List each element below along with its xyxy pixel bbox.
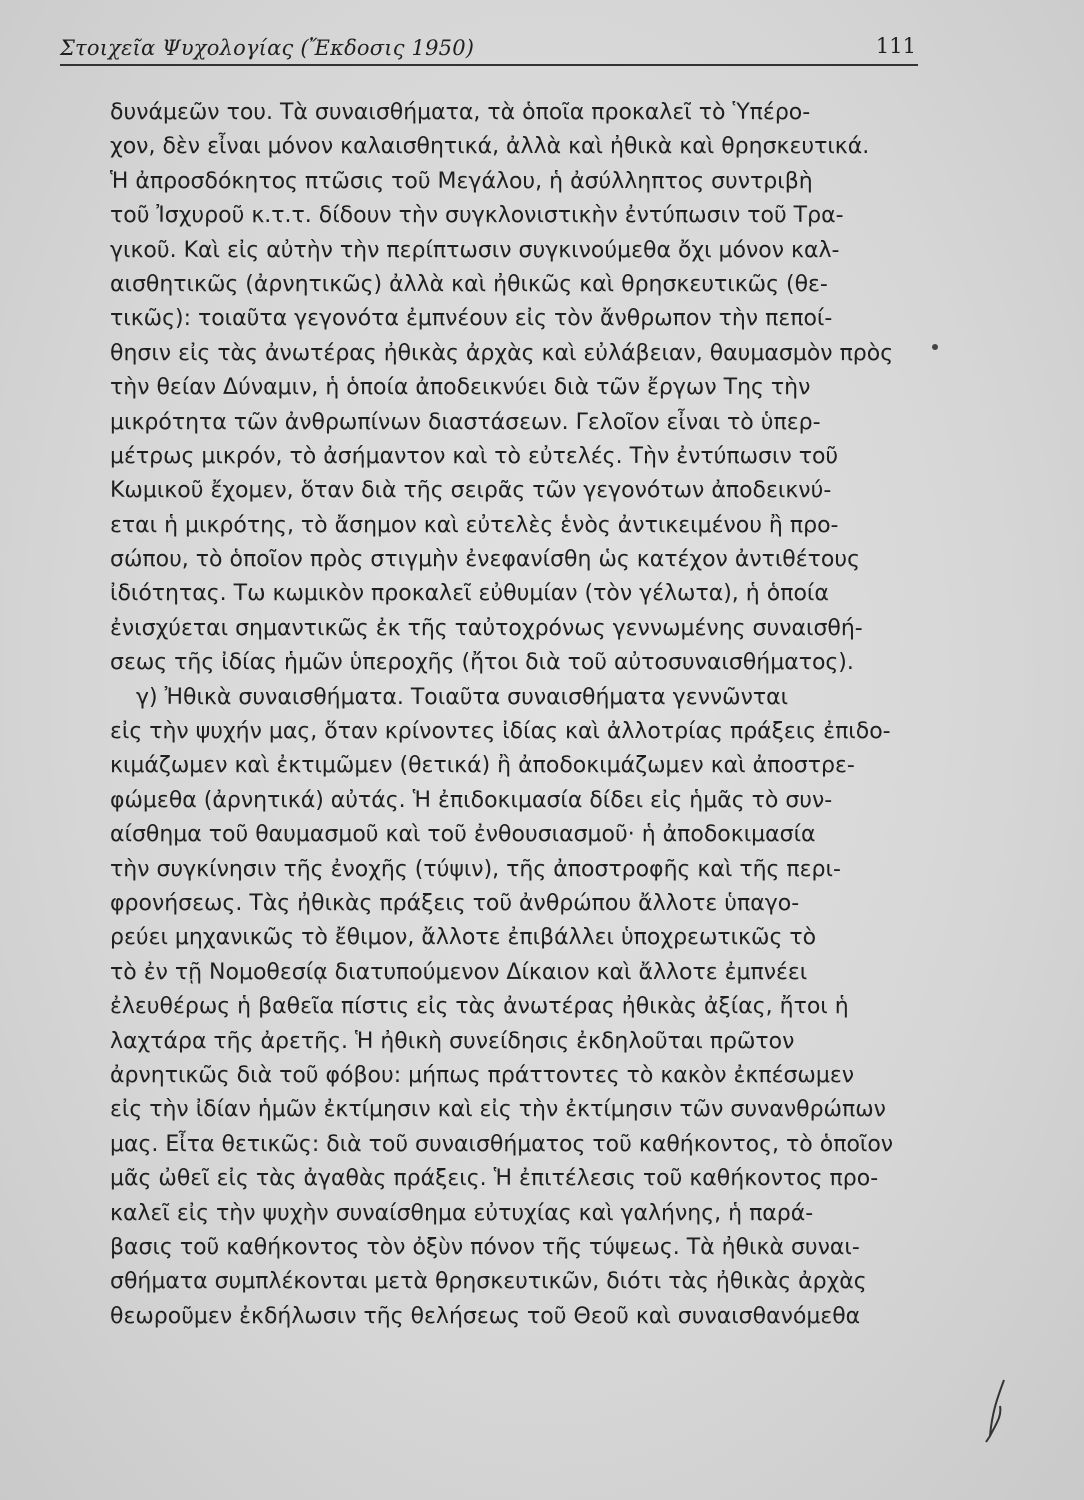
text-line: μᾶς ὠθεῖ εἰς τὰς ἀγαθὰς πράξεις. Ἡ ἐπιτέλεσις τοῦ καθήκοντος προ- (110, 1166, 879, 1192)
text-line: εἰς τὴν ἰδίαν ἡμῶν ἐκτίμησιν καὶ εἰς τὴν ἐκτίμησιν τῶν συνανθρώπων (110, 1097, 886, 1123)
text-line: μας. Εἶτα θετικῶς: διὰ τοῦ συναισθήματος τοῦ καθήκοντος, τὸ ὁποῖον (110, 1131, 894, 1157)
page-number: 111 (875, 34, 916, 58)
text-line: τικῶς): τοιαῦτα γεγονότα ἐμπνέουν εἰς τὸν ἄνθρωπον τὴν πεποί- (110, 306, 833, 332)
text-line: σθήματα συμπλέκονται μετὰ θρησκευτικῶν, διότι τὰς ἠθικὰς ἀρχὰς (110, 1269, 867, 1295)
text-line: τοῦ Ἰσχυροῦ κ.τ.τ. δίδουν τὴν συγκλονιστικὴν ἐντύπωσιν τοῦ Τρα- (110, 203, 844, 229)
text-line: τὴν συγκίνησιν τῆς ἐνοχῆς (τύψιν), τῆς ἀποστροφῆς καὶ τῆς περι- (110, 856, 841, 882)
text-line: κιμάζωμεν καὶ ἐκτιμῶμεν (θετικά) ἢ ἀποδοκιμάζωμεν καὶ ἀποστρε- (110, 753, 855, 779)
page-header (60, 26, 918, 66)
text-line: γικοῦ. Καὶ εἰς αὐτὴν τὴν περίπτωσιν συγκινούμεθα ὄχι μόνον καλ- (110, 237, 840, 263)
text-line: θεωροῦμεν ἐκδήλωσιν τῆς θελήσεως τοῦ Θεοῦ καὶ συναισθανόμεθα (110, 1303, 861, 1329)
text-line: ἀρνητικῶς διὰ τοῦ φόβου: μήπως πράττοντες τὸ κακὸν ἐκπέσωμεν (110, 1062, 855, 1088)
text-line: δυνάμεῶν του. Τὰ συναισθήματα, τὰ ὁποῖα προκαλεῖ τὸ Ὑπέρο- (110, 100, 811, 125)
text-line: λαχτάρα τῆς ἀρετῆς. Ἡ ἠθικὴ συνείδησις ἐκδηλοῦται πρῶτον (110, 1028, 795, 1054)
text-line: μικρότητα τῶν ἀνθρωπίνων διαστάσεων. Γελοῖον εἶναι τὸ ὑπερ- (110, 409, 821, 435)
text-line: ἐνισχύεται σημαντικῶς ἐκ τῆς ταὐτοχρόνως γεννωμένης συναισθή- (110, 615, 863, 641)
text-line: τὸ ἐν τῇ Νομοθεσίᾳ διατυπούμενον Δίκαιον καὶ ἄλλοτε ἐμπνέει (110, 959, 808, 985)
text-line: αισθητικῶς (ἀρνητικῶς) ἀλλὰ καὶ ἠθικῶς καὶ θρησκευτικῶς (θε- (110, 271, 828, 297)
text-line: τὴν θείαν Δύναμιν, ἡ ὁποία ἀποδεικνύει διὰ τῶν ἔργων Της τὴν (110, 375, 811, 401)
text-line: βασις τοῦ καθήκοντος τὸν ὀξὺν πόνον τῆς τύψεως. Τὰ ἠθικὰ συναι- (110, 1234, 860, 1260)
text-line: σεως τῆς ἰδίας ἡμῶν ὑπεροχῆς (ἤτοι διὰ τοῦ αὐτοσυναισθήματος). (110, 650, 854, 676)
text-line: χον, δὲν εἶναι μόνον καλαισθητικά, ἀλλὰ καὶ ἠθικὰ καὶ θρησκευτικά. (110, 134, 870, 160)
text-line: ρεύει μηχανικῶς τὸ ἔθιμον, ἄλλοτε ἐπιβάλλει ὑποχρεωτικῶς τὸ (110, 925, 817, 951)
text-line: θησιν εἰς τὰς ἀνωτέρας ἠθικὰς ἀρχὰς καὶ εὐλάβειαν, θαυμασμὸν πρὸς (110, 340, 894, 366)
text-line: Κωμικοῦ ἔχομεν, ὅταν διὰ τῆς σειρᾶς τῶν γεγονότων ἀποδεικνύ- (110, 478, 832, 504)
pencil-margin-mark (978, 1376, 1018, 1446)
text-line: ἰδιότητας. Τω κωμικὸν προκαλεῖ εὐθυμίαν (τὸν γέλωτα), ἡ ὁποία (110, 581, 829, 607)
text-line: φρονήσεως. Τὰς ἠθικὰς πράξεις τοῦ ἀνθρώπου ἄλλοτε ὑπαγο- (110, 890, 800, 916)
text-line: καλεῖ εἰς τὴν ψυχὴν συναίσθημα εὐτυχίας καὶ γαλήνης, ἡ παρά- (110, 1200, 814, 1226)
text-line: εται ἡ μικρότης, τὸ ἄσημον καὶ εὐτελὲς ἑνὸς ἀντικειμένου ἢ προ- (110, 512, 839, 538)
running-head: Στοιχεῖα Ψυχολογίας (Ἔκδοσις 1950) (60, 36, 475, 60)
text-line: εἰς τὴν ψυχήν μας, ὅταν κρίνοντες ἰδίας καὶ ἀλλοτρίας πράξεις ἐπιδο- (110, 719, 891, 745)
text-line: σώπου, τὸ ὁποῖον πρὸς στιγμὴν ἐνεφανίσθη ὡς κατέχον ἀντιθέτους (110, 547, 861, 573)
text-line: φώμεθα (ἀρνητικά) αὐτάς. Ἡ ἐπιδοκιμασία δίδει εἰς ἡμᾶς τὸ συν- (110, 787, 833, 813)
section-heading-line: γ) Ἠθικὰ συναισθήματα. Τοιαῦτα συναισθήματα γεννῶνται (136, 684, 789, 710)
text-line: μέτρως μικρόν, τὸ ἀσήμαντον καὶ τὸ εὐτελές. Τὴν ἐντύπωσιν τοῦ (110, 443, 839, 469)
text-line: Ἡ ἀπροσδόκητος πτῶσις τοῦ Μεγάλου, ἡ ἀσύλληπτος συντριβὴ (110, 168, 813, 194)
text-line: αίσθημα τοῦ θαυμασμοῦ καὶ τοῦ ἐνθουσιασμοῦ· ἡ ἀποδοκιμασία (110, 822, 816, 848)
text-line: ἐλευθέρως ἡ βαθεῖα πίστις εἰς τὰς ἀνωτέρας ἠθικὰς ἀξίας, ἤτοι ἡ (110, 994, 849, 1020)
body-text (110, 96, 946, 1334)
